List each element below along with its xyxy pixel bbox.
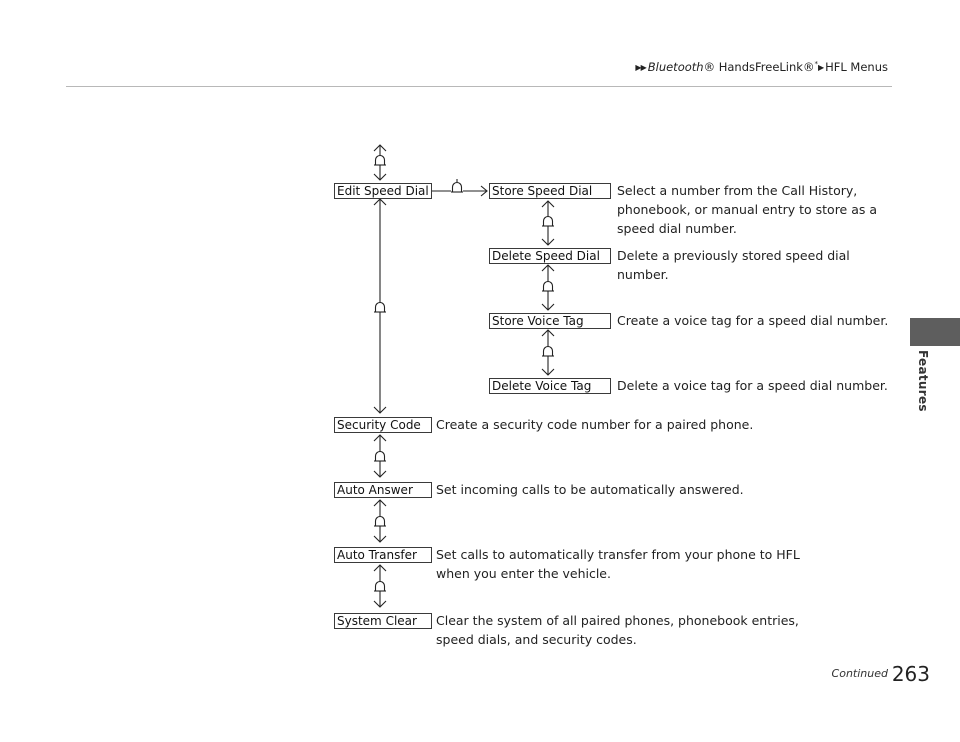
rotate-knob-icon (542, 347, 554, 357)
breadcrumb-section: HFL Menus (825, 60, 888, 74)
rotate-knob-icon (374, 517, 386, 527)
menu-store-speed-dial: Store Speed Dial (489, 183, 611, 199)
breadcrumb-star: * (814, 60, 818, 69)
continued-label: Continued (831, 667, 888, 680)
menu-security-code: Security Code (334, 417, 432, 433)
desc-line: Create a voice tag for a speed dial number. (617, 313, 889, 328)
desc-line: phonebook, or manual entry to store as a (617, 202, 878, 217)
desc-auto-transfer (436, 545, 800, 583)
breadcrumb-title-italic: Bluetooth (647, 60, 704, 74)
desc-line: Clear the system of all paired phones, phonebook entries, (436, 613, 799, 628)
menu-edit-speed-dial: Edit Speed Dial (334, 183, 432, 199)
rotate-knob-icon (542, 282, 554, 292)
breadcrumb-arrow-icon: ▶▶ (635, 63, 646, 72)
menu-delete-speed-dial: Delete Speed Dial (489, 248, 611, 264)
desc-line: Delete a previously stored speed dial (617, 248, 850, 263)
desc-line: number. (617, 267, 669, 282)
desc-line: Set calls to automatically transfer from your phone to HFL (436, 547, 800, 562)
desc-line: when you enter the vehicle. (436, 566, 611, 581)
page-number: 263 (891, 662, 930, 686)
desc-store-voice-tag (617, 311, 888, 330)
desc-delete-voice-tag (617, 376, 888, 395)
desc-delete-speed-dial (617, 246, 850, 284)
rotate-knob-icon (374, 582, 386, 592)
desc-auto-answer (436, 480, 744, 499)
desc-security-code (436, 415, 753, 434)
breadcrumb-arrow-icon: ▶ (817, 63, 824, 72)
desc-store-speed-dial (617, 181, 877, 238)
rotate-knob-icon (374, 303, 386, 313)
desc-line: speed dials, and security codes. (436, 632, 637, 647)
menu-auto-transfer: Auto Transfer (334, 547, 432, 563)
menu-system-clear: System Clear (334, 613, 432, 629)
chapter-label: Features (916, 350, 930, 412)
desc-line: speed dial number. (617, 221, 737, 236)
desc-line: Select a number from the Call History, (617, 183, 858, 198)
desc-line: Create a security code number for a paired phone. (436, 417, 754, 432)
menu-delete-voice-tag: Delete Voice Tag (489, 378, 611, 394)
menu-auto-answer: Auto Answer (334, 482, 432, 498)
desc-line: Set incoming calls to be automatically answered. (436, 482, 744, 497)
desc-system-clear (436, 611, 799, 649)
breadcrumb-title: ® HandsFreeLink® (703, 60, 815, 74)
menu-store-voice-tag: Store Voice Tag (489, 313, 611, 329)
rotate-knob-icon (542, 217, 554, 227)
rotate-knob-icon (374, 156, 386, 166)
rotate-knob-icon (374, 452, 386, 462)
press-knob-icon (451, 179, 463, 192)
desc-line: Delete a voice tag for a speed dial number. (617, 378, 888, 393)
